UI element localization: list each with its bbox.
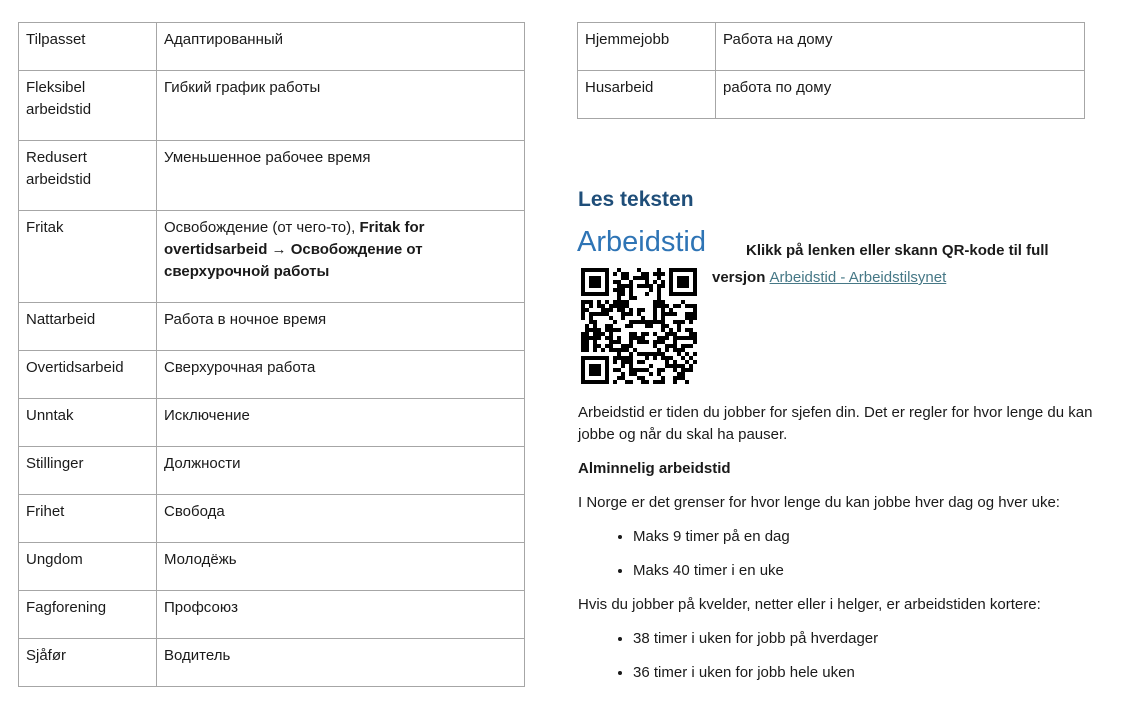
norwegian-term: Husarbeid bbox=[578, 71, 716, 119]
norwegian-term: Fritak bbox=[19, 211, 157, 303]
vocabulary-table-left bbox=[18, 22, 525, 687]
list-item: • Maks 9 timer på en dag bbox=[633, 526, 1098, 548]
russian-translation bbox=[157, 495, 525, 543]
russian-translation bbox=[157, 399, 525, 447]
sub-heading: Alminnelig arbeidstid bbox=[578, 460, 731, 477]
translation-segment: Адаптированный bbox=[164, 31, 284, 48]
norwegian-term: Fleksibel arbeidstid bbox=[19, 71, 157, 141]
table-row bbox=[578, 23, 1085, 71]
table-row bbox=[19, 399, 525, 447]
russian-translation bbox=[157, 591, 525, 639]
table-row bbox=[19, 71, 525, 141]
norwegian-term: Ungdom bbox=[19, 543, 157, 591]
russian-translation bbox=[157, 351, 525, 399]
table-row bbox=[19, 447, 525, 495]
vocabulary-table-right bbox=[577, 22, 1085, 119]
table-row bbox=[19, 23, 525, 71]
norwegian-term: Fagforening bbox=[19, 591, 157, 639]
russian-translation bbox=[157, 447, 525, 495]
evening-intro: Hvis du jobber på kvelder, netter eller i helger, er arbeidstiden kortere: bbox=[578, 596, 1041, 613]
norwegian-term: Nattarbeid bbox=[19, 303, 157, 351]
translation-segment: Должности bbox=[164, 455, 241, 472]
russian-translation bbox=[157, 23, 525, 71]
limits-intro: I Norge er det grenser for hvor lenge du kan jobbe hver dag og hver uke: bbox=[578, 494, 1060, 511]
norwegian-term: Stillinger bbox=[19, 447, 157, 495]
section-heading: Les teksten bbox=[578, 188, 694, 211]
translation-segment: Гибкий график работы bbox=[164, 79, 321, 96]
translation-segment: Водитель bbox=[164, 647, 231, 664]
norwegian-term: Redusert arbeidstid bbox=[19, 141, 157, 211]
russian-translation bbox=[157, 543, 525, 591]
link-prompt-line1: Klikk på lenken eller skann QR-kode til full bbox=[746, 242, 1049, 259]
russian-translation bbox=[716, 23, 1085, 71]
table-row bbox=[19, 211, 525, 303]
russian-translation bbox=[157, 211, 525, 303]
translation-segment: Освобождение (от чего-то), bbox=[164, 219, 360, 236]
norwegian-term: Sjåfør bbox=[19, 639, 157, 687]
translation-segment: Работа в ночное время bbox=[164, 311, 327, 328]
translation-segment: Уменьшенное рабочее время bbox=[164, 149, 371, 166]
list-item: • 38 timer i uken for jobb på hverdager bbox=[633, 628, 1098, 650]
qr-code-icon[interactable] bbox=[581, 268, 697, 384]
norwegian-term: Frihet bbox=[19, 495, 157, 543]
table-row bbox=[19, 351, 525, 399]
norwegian-term: Hjemmejobb bbox=[578, 23, 716, 71]
translation-segment: Исключение bbox=[164, 407, 250, 424]
table-row bbox=[19, 591, 525, 639]
translation-segment: Работа на дому bbox=[723, 31, 833, 48]
translation-segment: Молодёжь bbox=[164, 551, 237, 568]
russian-translation bbox=[157, 639, 525, 687]
translation-segment: Сверхурочная работа bbox=[164, 359, 316, 376]
table-row bbox=[19, 639, 525, 687]
link-prompt-line2: versjon bbox=[712, 269, 766, 286]
article-title: Arbeidstid bbox=[577, 226, 706, 258]
table-row bbox=[19, 303, 525, 351]
russian-translation bbox=[157, 141, 525, 211]
norwegian-term: Tilpasset bbox=[19, 23, 157, 71]
norwegian-term: Unntak bbox=[19, 399, 157, 447]
russian-translation bbox=[157, 71, 525, 141]
list-item: • Maks 40 timer i en uke bbox=[633, 560, 1098, 582]
table-row bbox=[19, 543, 525, 591]
translation-segment: Свобода bbox=[164, 503, 225, 520]
norwegian-term: Overtidsarbeid bbox=[19, 351, 157, 399]
arbeidstid-link[interactable]: Arbeidstid - Arbeidstilsynet bbox=[769, 269, 947, 286]
article-body bbox=[578, 402, 1098, 696]
table-row bbox=[19, 495, 525, 543]
evening-limits-list bbox=[578, 628, 1098, 684]
table-row bbox=[19, 141, 525, 211]
table-row bbox=[578, 71, 1085, 119]
translation-segment: работа по дому bbox=[723, 79, 832, 96]
limits-list bbox=[578, 526, 1098, 582]
translation-segment: Fritak for overtidsarbeid → Освобождение от сверхурочной работы bbox=[164, 219, 425, 280]
list-item: • 36 timer i uken for jobb hele uken bbox=[633, 662, 1098, 684]
link-prompt bbox=[712, 237, 1082, 291]
russian-translation bbox=[716, 71, 1085, 119]
intro-paragraph: Arbeidstid er tiden du jobber for sjefen din. Det er regler for hvor lenge du kan jobbe og når du skal ha pauser. bbox=[578, 404, 1093, 443]
russian-translation bbox=[157, 303, 525, 351]
translation-segment: Профсоюз bbox=[164, 599, 238, 616]
